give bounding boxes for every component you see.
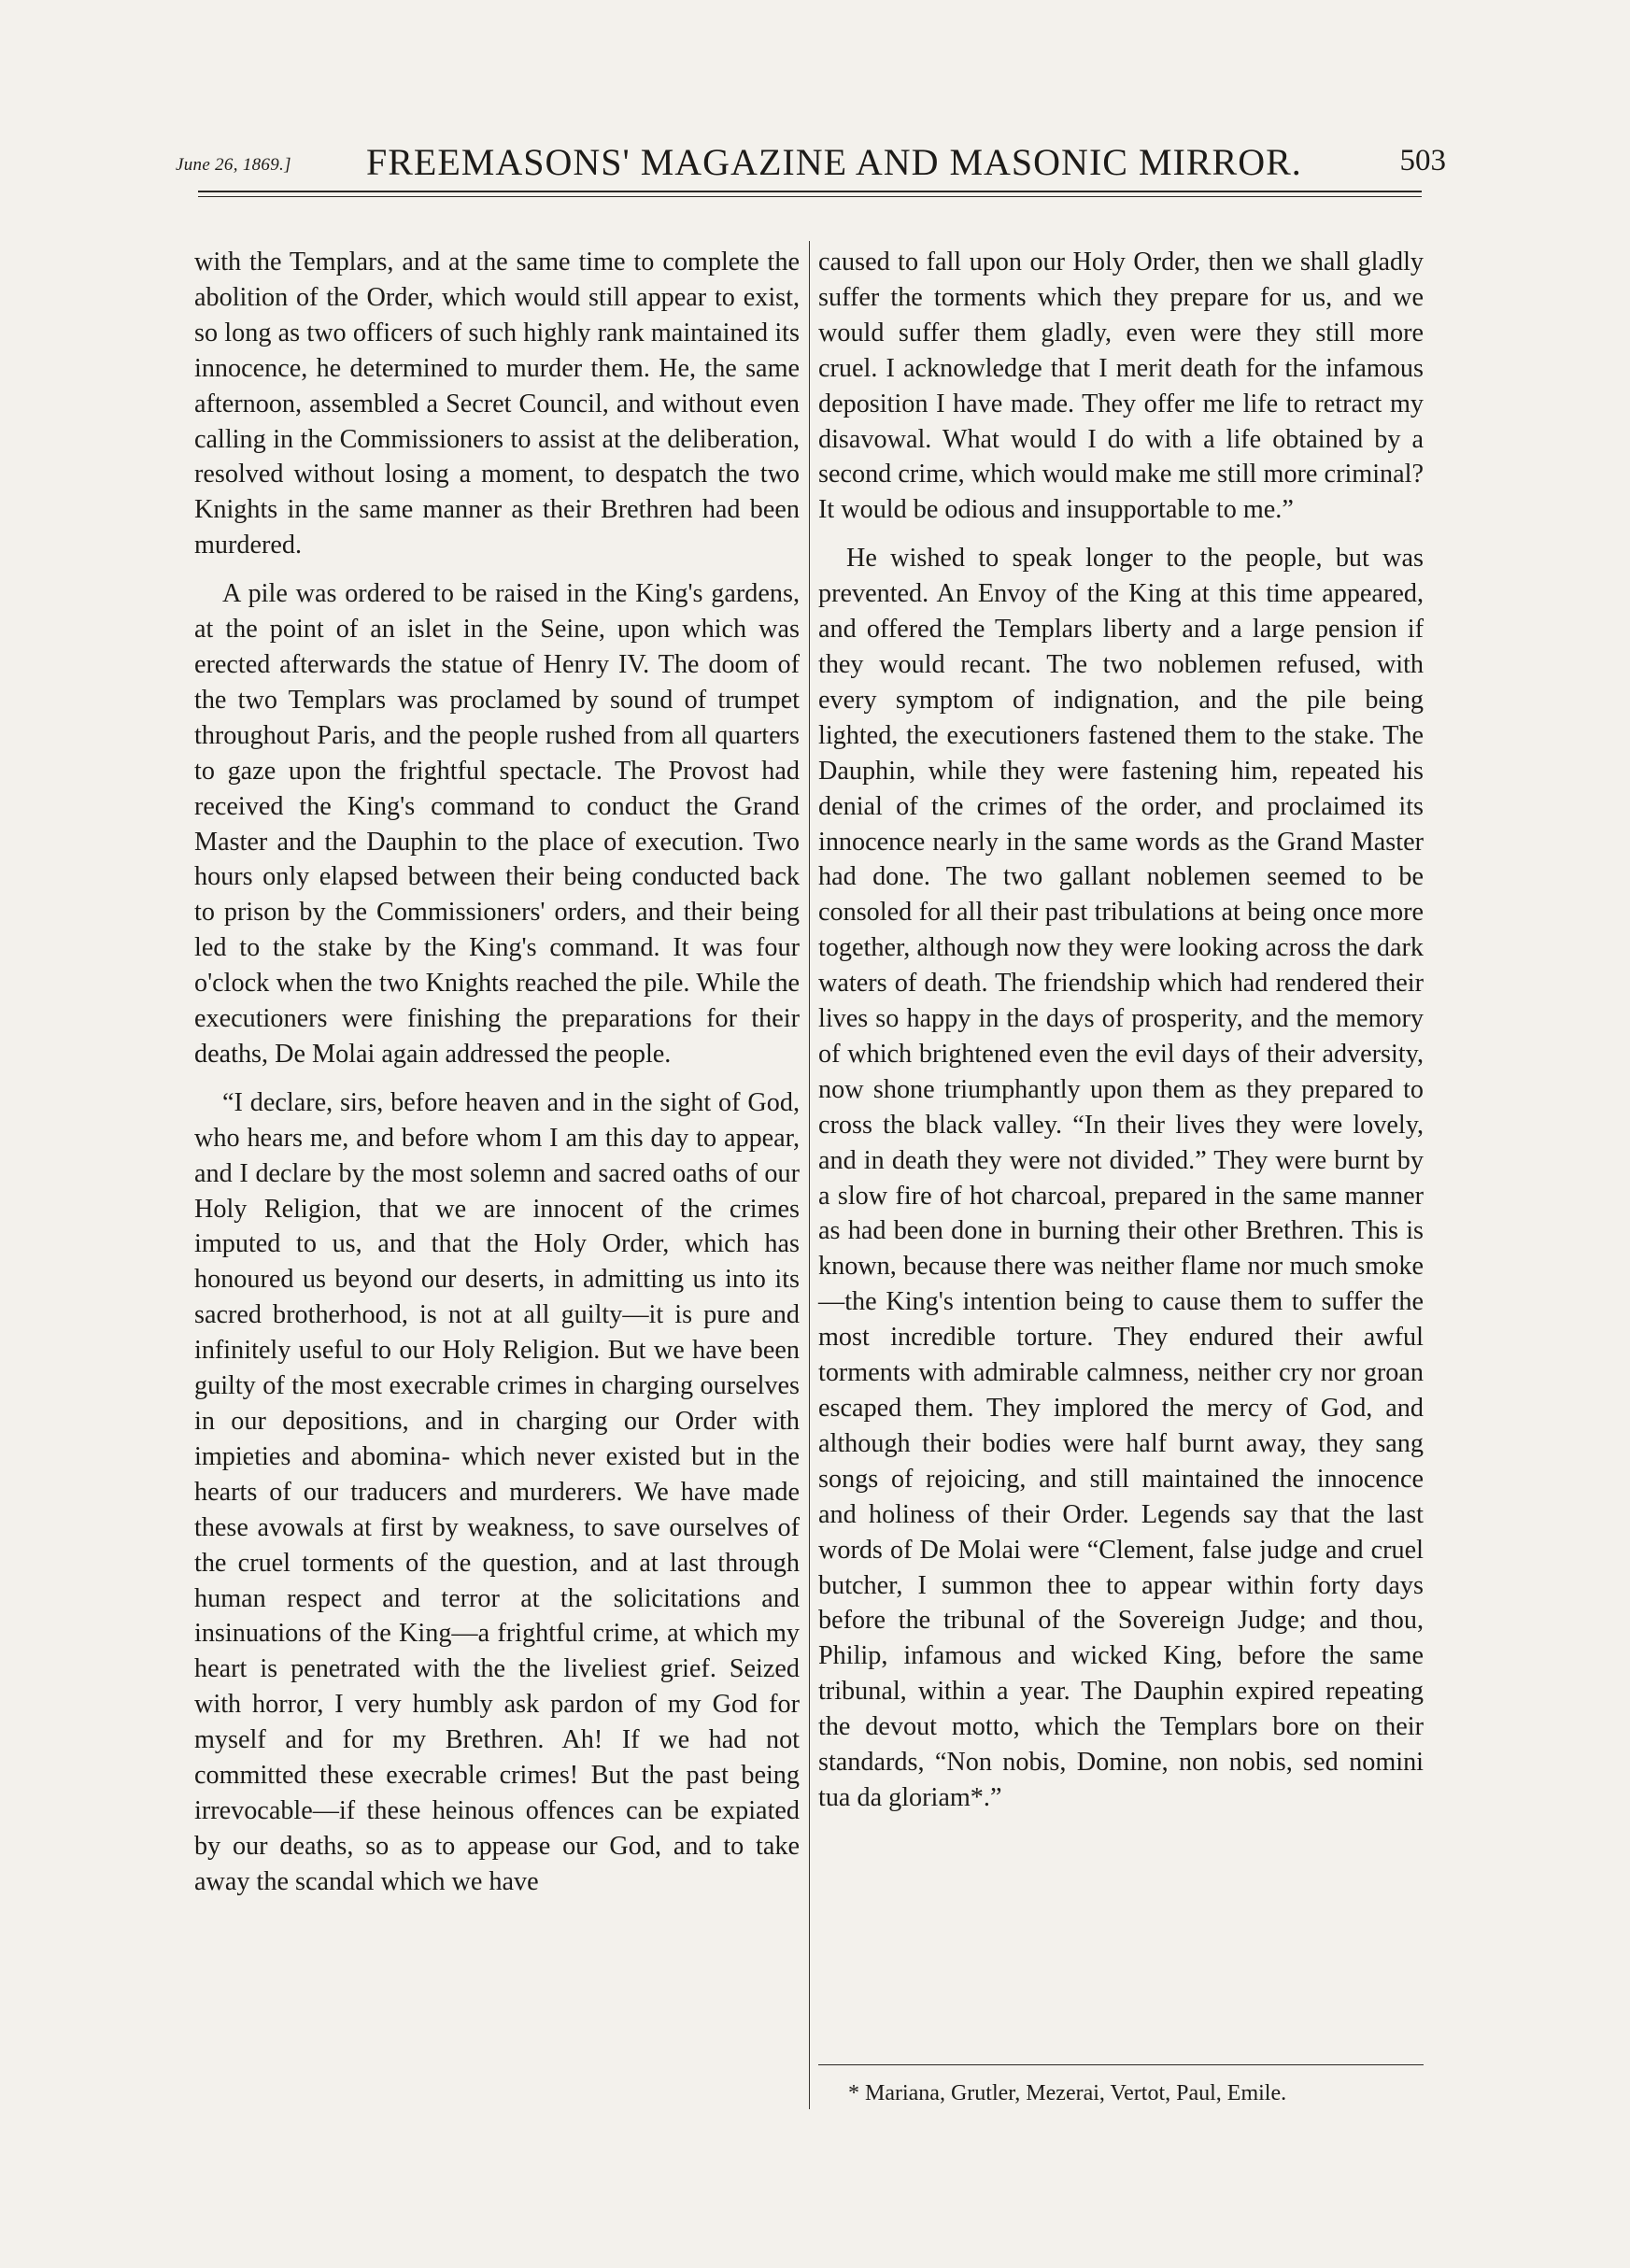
page-number: 503: [1399, 144, 1446, 177]
paragraph: caused to fall upon our Holy Order, then we shall gladly suffer the torments which they prepare for us, and we would suffer them gladly, even were they still more cruel. I acknowledge that I merit death for the infamous deposition I have made. They offer me life to retract my disavowal. What would I do with a life obtained by a second crime, which would make me still more criminal? It would be odious and insupportable to me.”: [818, 248, 1424, 525]
paragraph: with the Templars, and at the same time to complete the abolition of the Order, which would still appear to exist, so long as two officers of such highly rank maintained its innocence, he determined to murder them. He, the same afternoon, assembled a Secret Council, and without even calling in the Commissioners to assist at the deliberation, resolved without losing a moment, to despatch the two Knights in the same manner as their Brethren had been murdered.: [194, 248, 800, 560]
magazine-title: FREEMASONS' MAGAZINE AND MASONIC MIRROR.: [366, 141, 1302, 183]
paragraph: He wished to speak longer to the people, but was prevented. An Envoy of the King at this time appeared, and offered the Templars liberty and a large pension if they would recant. The two noblemen refused, with every symptom of indignation, and the pile being lighted, the executioners fastened them to the stake. The Dauphin, while they were fastening him, repeated his denial of the crimes of the order, and proclaimed its innocence nearly in the same words as the Grand Master had done. The two gallant noblemen seemed to be consoled for all their past tribulations at being once more together, although now they were looking across the dark waters of death. The friendship which had rendered their lives so happy in the days of prosperity, and the memory of which brightened even the evil days of their adversity, now shone triumphantly upon them as they prepared to cross the black valley. “In their lives they were lovely, and in death they were not divided.” They were burnt by a slow fire of hot charcoal, prepared in the same manner as had been done in burning their other Brethren. This is known, because there was neither flame nor much smoke—the King's intention being to cause them to suffer the most incredible torture. They endured their awful torments with admirable calmness, neither cry nor groan escaped them. They implored the mercy of God, and although their bodies were half burnt away, they sang songs of rejoicing, and still maintained the innocence and holiness of their Order. Legends say that the last words of De Molai were “Clement, false judge and cruel butcher, I summon thee to appear within forty days before the tribunal of the Sovereign Judge; and thou, Philip, infamous and wicked King, before the same tribunal, within a year. The Dauphin expired repeating the devout motto, which the Templars bore on their standards, “Non nobis, Domine, non nobis, sed nomini tua da gloriam*.”: [818, 544, 1424, 1812]
left-column: [194, 245, 800, 1900]
page-header: [168, 138, 1457, 185]
column-divider: [809, 241, 810, 2109]
paragraph: A pile was ordered to be raised in the King's gardens, at the point of an islet in the Seine, upon which was erected afterwards the statue of Henry IV. The doom of the two Templars was proclamed by sound of trumpet throughout Paris, and the people rushed from all quarters to gaze upon the frightful spectacle. The Provost had received the King's command to conduct the Grand Master and the Dauphin to the place of execution. Two hours only elapsed between their being conducted back to prison by the Commissioners' orders, and their being led to the stake by the King's command. It was four o'clock when the two Knights reached the pile. While the executioners were finishing the preparations for their deaths, De Molai again addressed the people.: [194, 579, 800, 1069]
right-column: [818, 245, 1424, 1816]
paragraph: “I declare, sirs, before heaven and in the sight of God, who hears me, and before whom I am this day to appear, and I declare by the most solemn and sacred oaths of our Holy Religion, that we are innocent of the crimes imputed to us, and that the Holy Order, which has honoured us beyond our deserts, in admitting us into its sacred brotherhood, is not at all guilty—it is pure and infinitely useful to our Holy Religion. But we have been guilty of the most execrable crimes in charging ourselves in our depositions, and in charging our Order with impieties and abomina- which never existed but in the hearts of our traducers and murderers. We have made these avowals at first by weakness, to save ourselves of the cruel torments of the question, and at last through human respect and terror at the solicitations and insinuations of the King—a frightful crime, at which my heart is penetrated with the the liveliest grief. Seized with horror, I very humbly ask pardon of my God for myself and for my Brethren. Ah! If we had not committed these execrable crimes! But the past being irrevocable—if these heinous offences can be expiated by our deaths, so as to appease our God, and to take away the scandal which we have: [194, 1087, 800, 1896]
header-rule: [198, 191, 1422, 197]
footnote-rule: [818, 2064, 1424, 2065]
footnote: * Mariana, Grutler, Mezerai, Vertot, Paul, Emile.: [848, 2081, 1287, 2105]
issue-date: June 26, 1869.]: [176, 155, 291, 175]
